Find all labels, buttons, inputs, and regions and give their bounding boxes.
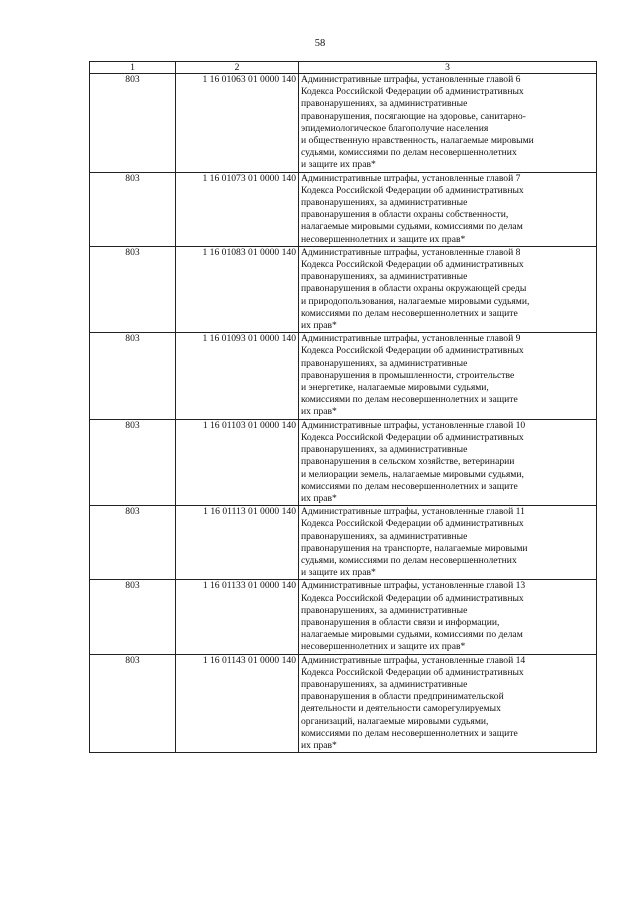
description-line: Административные штрафы, установленные главой 11 <box>301 506 525 518</box>
admin-code-cell: 803 <box>90 654 176 753</box>
description-line: правонарушения в области охраны окружающей среды <box>301 283 527 295</box>
description-line: комиссиями по делам несовершеннолетних и защите <box>301 394 518 406</box>
table-body <box>90 74 597 753</box>
revenue-description-cell <box>299 654 597 753</box>
description-line: Кодекса Российской Федерации об административных <box>301 86 524 98</box>
description-line: Кодекса Российской Федерации об административных <box>301 431 524 443</box>
column-header-1: 1 <box>90 62 176 74</box>
budget-codes-table <box>89 61 597 753</box>
revenue-description-cell <box>299 333 597 419</box>
description-line: и мелиорации земель, налагаемые мировыми судьями, <box>301 468 524 480</box>
column-header-3: 3 <box>299 62 597 74</box>
description-line: судьями, комиссиями по делам несовершеннолетних <box>301 554 517 566</box>
admin-code-cell: 803 <box>90 172 176 246</box>
description-line: Административные штрафы, установленные главой 10 <box>301 419 526 431</box>
table-row <box>90 506 597 580</box>
description-line: правонарушениях, за административные <box>301 678 468 690</box>
admin-code-cell: 803 <box>90 333 176 419</box>
description-line: их прав* <box>301 406 337 418</box>
description-line: комиссиями по делам несовершеннолетних и защите <box>301 727 518 739</box>
description-line: Административные штрафы, установленные главой 13 <box>301 580 526 592</box>
description-line: деятельности и деятельности саморегулируемых <box>301 703 501 715</box>
description-line: Кодекса Российской Федерации об административных <box>301 259 524 271</box>
description-line: правонарушениях, за административные <box>301 444 468 456</box>
description-line: Административные штрафы, установленные главой 7 <box>301 172 521 184</box>
description-line: и энергетике, налагаемые мировыми судьями, <box>301 382 489 394</box>
description-line: и природопользования, налагаемые мировыми судьями, <box>301 295 530 307</box>
table-row <box>90 580 597 654</box>
description-line: правонарушения в сельском хозяйстве, ветеринарии <box>301 456 515 468</box>
table-header-row <box>90 62 597 74</box>
description-line: комиссиями по делам несовершеннолетних и защите <box>301 480 518 492</box>
description-line: правонарушения в области охраны собственности, <box>301 209 509 221</box>
description-line: Административные штрафы, установленные главой 6 <box>301 74 521 85</box>
table-row <box>90 172 597 246</box>
budget-classification-code-cell: 1 16 01143 01 0000 140 <box>176 654 299 753</box>
table-row <box>90 419 597 505</box>
revenue-description-cell <box>299 172 597 246</box>
column-header-2: 2 <box>176 62 299 74</box>
revenue-description-cell <box>299 506 597 580</box>
description-line: налагаемые мировыми судьями, комиссиями по делам <box>301 629 523 641</box>
description-line: судьями, комиссиями по делам несовершеннолетних <box>301 147 517 159</box>
description-line: правонарушениях, за административные <box>301 530 468 542</box>
description-line: правонарушениях, за административные <box>301 197 468 209</box>
description-line: правонарушения на транспорте, налагаемые мировыми <box>301 542 528 554</box>
admin-code-cell: 803 <box>90 506 176 580</box>
description-line: комиссиями по делам несовершеннолетних и защите <box>301 307 518 319</box>
budget-classification-code-cell: 1 16 01113 01 0000 140 <box>176 506 299 580</box>
description-line: правонарушения, посягающие на здоровье, санитарно- <box>301 110 526 122</box>
description-line: и защите их прав* <box>301 159 376 171</box>
description-line: Кодекса Российской Федерации об административных <box>301 592 524 604</box>
description-line: Кодекса Российской Федерации об административных <box>301 345 524 357</box>
table-row <box>90 74 597 173</box>
description-line: правонарушениях, за административные <box>301 357 468 369</box>
admin-code-cell: 803 <box>90 246 176 332</box>
description-line: их прав* <box>301 739 337 751</box>
description-line: Административные штрафы, установленные главой 9 <box>301 333 521 345</box>
admin-code-cell: 803 <box>90 419 176 505</box>
budget-classification-code-cell: 1 16 01083 01 0000 140 <box>176 246 299 332</box>
description-line: Административные штрафы, установленные главой 14 <box>301 654 526 666</box>
description-line: несовершеннолетних и защите их прав* <box>301 641 466 653</box>
description-line: правонарушениях, за административные <box>301 604 468 616</box>
budget-classification-code-cell: 1 16 01063 01 0000 140 <box>176 74 299 173</box>
description-line: правонарушения в промышленности, строительстве <box>301 369 515 381</box>
description-line: организаций, налагаемые мировыми судьями, <box>301 715 489 727</box>
revenue-description-cell <box>299 580 597 654</box>
description-line: эпидемиологическое благополучие населения <box>301 122 489 134</box>
budget-classification-code-cell: 1 16 01133 01 0000 140 <box>176 580 299 654</box>
revenue-description-cell <box>299 246 597 332</box>
budget-classification-code-cell: 1 16 01103 01 0000 140 <box>176 419 299 505</box>
description-line: правонарушения в области предпринимательской <box>301 691 504 703</box>
revenue-description-cell <box>299 419 597 505</box>
admin-code-cell: 803 <box>90 74 176 173</box>
description-line: Кодекса Российской Федерации об административных <box>301 184 524 196</box>
budget-classification-code-cell: 1 16 01073 01 0000 140 <box>176 172 299 246</box>
admin-code-cell: 803 <box>90 580 176 654</box>
description-line: Административные штрафы, установленные главой 8 <box>301 246 521 258</box>
description-line: и общественную нравственность, налагаемые мировыми <box>301 135 534 147</box>
description-line: их прав* <box>301 492 337 504</box>
table-row <box>90 246 597 332</box>
table-row <box>90 333 597 419</box>
description-line: их прав* <box>301 320 337 332</box>
page-number: 58 <box>314 38 326 49</box>
description-line: налагаемые мировыми судьями, комиссиями по делам <box>301 221 523 233</box>
description-line: правонарушения в области связи и информации, <box>301 616 500 628</box>
description-line: Кодекса Российской Федерации об административных <box>301 518 524 530</box>
budget-classification-code-cell: 1 16 01093 01 0000 140 <box>176 333 299 419</box>
description-line: и защите их прав* <box>301 567 376 579</box>
table-row <box>90 654 597 753</box>
revenue-description-cell <box>299 74 597 173</box>
description-line: Кодекса Российской Федерации об административных <box>301 666 524 678</box>
description-line: правонарушениях, за административные <box>301 271 468 283</box>
description-line: правонарушениях, за административные <box>301 98 468 110</box>
description-line: несовершеннолетних и защите их прав* <box>301 233 466 245</box>
